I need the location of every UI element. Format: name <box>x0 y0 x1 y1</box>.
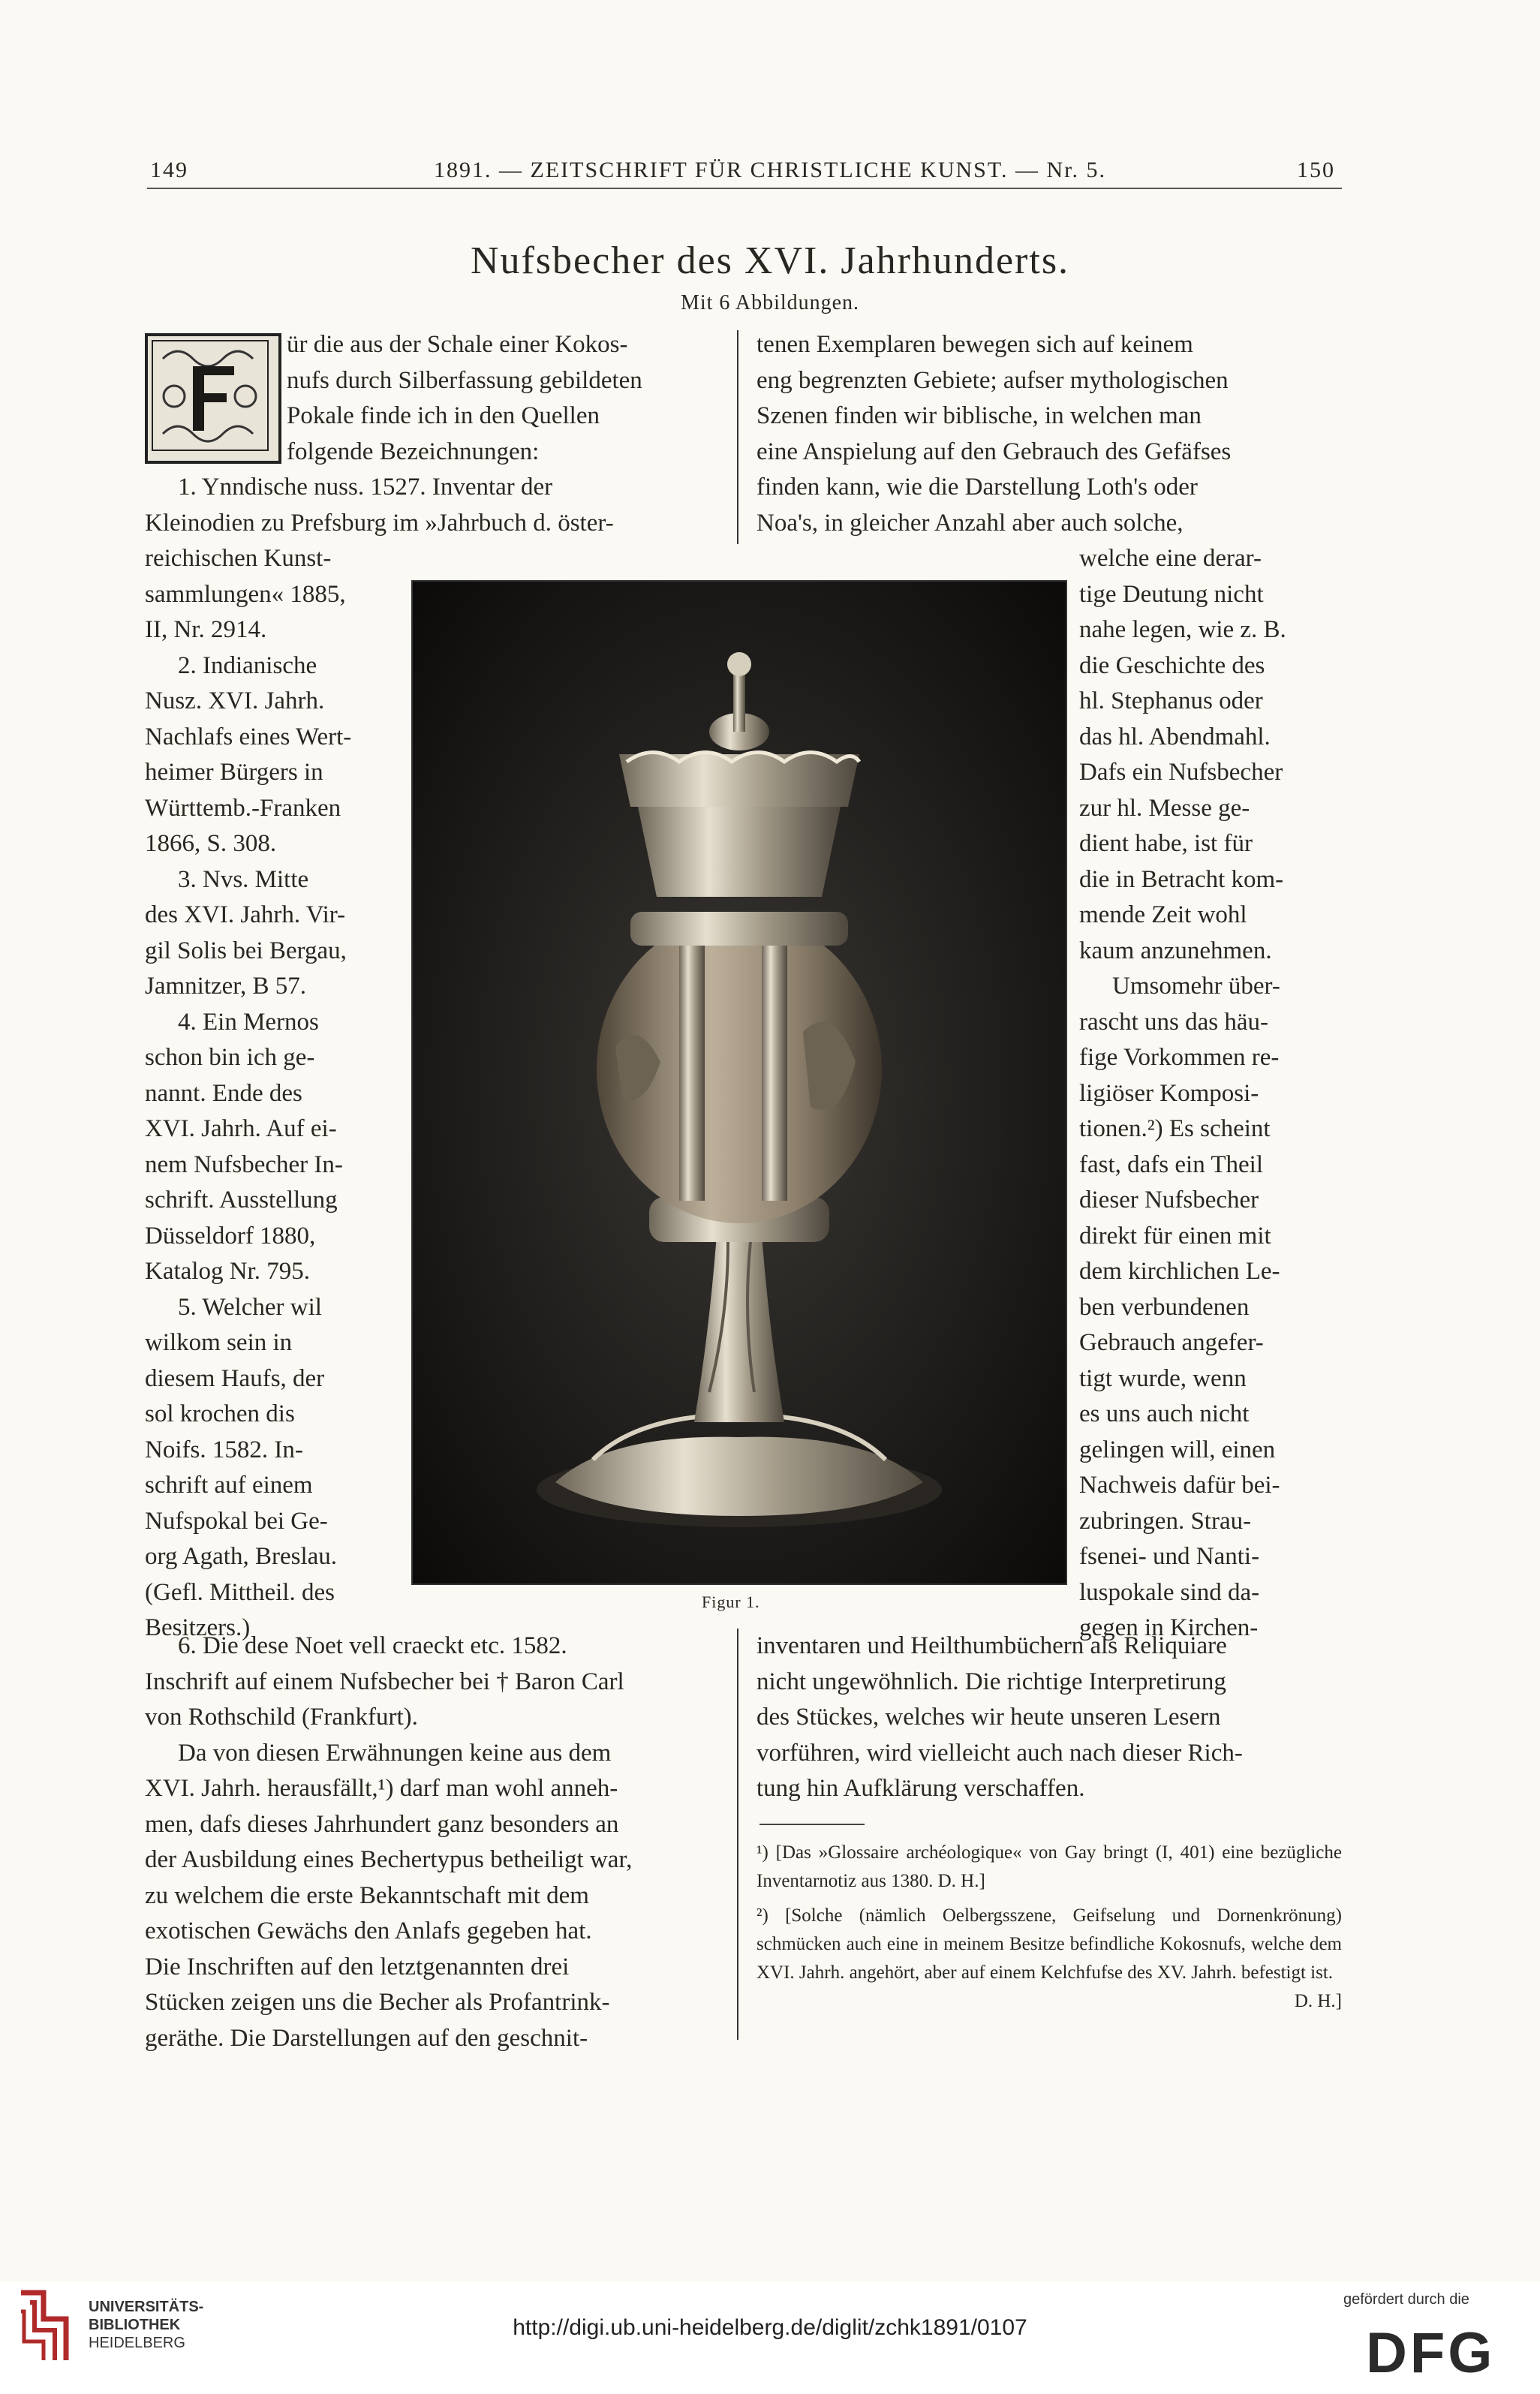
dfg-logo: DFG <box>1366 2321 1496 2385</box>
text-line: org Agath, Breslau. <box>145 1543 338 1570</box>
left-wide-block <box>145 470 723 541</box>
footnote-signature: D. H.] <box>1294 1991 1342 2011</box>
text-line: vorführen, wird vielleicht auch nach dieser Rich- <box>756 1739 1243 1767</box>
text-line: XVI. Jahrh. herausfällt,¹) darf man wohl anneh- <box>145 1775 618 1802</box>
header-rule <box>147 188 1342 189</box>
text-line: der Ausbildung eines Bechertypus betheiligt war, <box>145 1846 633 1873</box>
text-line: 3. Nvs. Mitte <box>178 865 309 893</box>
text-line: tionen.²) Es scheint <box>1079 1115 1271 1142</box>
left-bottom-block <box>145 1629 723 2056</box>
text-line: nufs durch Silberfassung gebildeten <box>287 366 642 394</box>
text-line: Stücken zeigen uns die Becher als Profantrink- <box>145 1989 610 2016</box>
text-line: eng begrenzten Gebiete; aufser mythologischen <box>756 366 1229 394</box>
text-line: zu welchem die erste Bekanntschaft mit dem <box>145 1881 589 1909</box>
text-line: Szenen finden wir biblische, in welchen man <box>756 402 1202 429</box>
column-rule-top <box>737 330 738 544</box>
text-line: Jamnitzer, B 57. <box>145 973 306 1000</box>
article-subtitle: Mit 6 Abbildungen. <box>680 291 860 314</box>
figure-1-photo <box>411 580 1067 1585</box>
text-line: des XVI. Jahrh. Vir- <box>145 901 346 928</box>
text-line: Da von diesen Erwähnungen keine aus dem <box>178 1739 612 1767</box>
text-line: eine Anspielung auf den Gebrauch des Gefäfses <box>756 438 1232 465</box>
column-rule-bottom <box>737 1629 738 2040</box>
figure-caption: Figur 1. <box>702 1592 760 1611</box>
text-line: XVI. Jahrh. Auf ei- <box>145 1115 337 1142</box>
text-line: dem kirchlichen Le- <box>1079 1258 1280 1285</box>
text-line: Düsseldorf 1880, <box>145 1222 316 1250</box>
text-line: Nachlafs eines Wert- <box>145 723 352 750</box>
text-line: welche eine derar- <box>1079 545 1262 572</box>
text-line: sammlungen« 1885, <box>145 580 346 608</box>
text-line: tung hin Aufklärung verschaffen. <box>756 1775 1085 1802</box>
text-line: dieser Nufsbecher <box>1079 1186 1259 1214</box>
source-url-link[interactable]: http://digi.ub.uni-heidelberg.de/diglit/zchk1891/0107 <box>513 2315 1027 2340</box>
text-line: 1866, S. 308. <box>145 830 277 857</box>
text-line: nicht ungewöhnlich. Die richtige Interpretirung <box>756 1668 1226 1695</box>
text-line: finden kann, wie die Darstellung Loth's oder <box>756 474 1198 501</box>
funding-note: gefördert durch die <box>1343 2291 1469 2308</box>
text-line: es uns auch nicht <box>1079 1400 1250 1427</box>
ornament-icon <box>148 336 278 461</box>
text-line: hl. Stephanus oder <box>1079 687 1263 714</box>
left-intro-block <box>287 327 723 470</box>
text-line: inventaren und Heilthumbüchern als Reliquiare <box>756 1632 1227 1659</box>
text-line: schrift auf einem <box>145 1472 313 1499</box>
footnote-1: ¹) [Das »Glossaire archéologique« von Gay bringt (I, 401) eine bezügliche Inventarnotiz aus 1380. D. H.] <box>756 1842 1342 1891</box>
right-narrow-block <box>1079 541 1342 1647</box>
text-line: Die Inschriften auf den letztgenannten drei <box>145 1953 570 1980</box>
text-line: fsenei- und Nanti- <box>1079 1543 1260 1570</box>
text-line: II, Nr. 2914. <box>145 616 267 643</box>
text-line: tenen Exemplaren bewegen sich auf keinem <box>756 331 1193 358</box>
text-line: heimer Bürgers in <box>145 759 323 786</box>
text-line: geräthe. Die Darstellungen auf den geschnit- <box>145 2024 588 2052</box>
text-line: die in Betracht kom- <box>1079 865 1284 893</box>
text-line: Nufspokal bei Ge- <box>145 1507 328 1535</box>
text-line: diesem Haufs, der <box>145 1364 325 1392</box>
text-line: 4. Ein Mernos <box>178 1008 319 1036</box>
text-line: 6. Die dese Noet vell craeckt etc. 1582. <box>178 1632 567 1659</box>
text-line: gelingen will, einen <box>1079 1436 1276 1463</box>
text-line: von Rothschild (Frankfurt). <box>145 1704 418 1731</box>
text-line: Noa's, in gleicher Anzahl aber auch solche, <box>756 509 1184 537</box>
text-line: gegen in Kirchen- <box>1079 1614 1259 1641</box>
text-line: Umsomehr über- <box>1112 973 1280 1000</box>
text-line: zubringen. Strau- <box>1079 1507 1252 1535</box>
text-line: Noifs. 1582. In- <box>145 1436 303 1463</box>
text-line: 1. Ynndische nuss. 1527. Inventar der <box>178 474 553 501</box>
page-number-left: 149 <box>150 158 188 182</box>
footnote-2: ²) [Solche (nämlich Oelbergsszene, Geifselung und Dornenkrönung) schmücken auch eine in meinem Besitze befindliche Kokosnufs, welche dem XVI. Jahrh. angehört, aber auf einem Kelchfufse des XV. Jahrh. befestigt ist. <box>756 1905 1342 1983</box>
text-line: die Geschichte des <box>1079 651 1265 679</box>
text-line: fast, dafs ein Theil <box>1079 1150 1263 1178</box>
text-line: Pokale finde ich in den Quellen <box>287 402 600 429</box>
text-line: schon bin ich ge- <box>145 1044 315 1071</box>
text-line: folgende Bezeichnungen: <box>287 438 540 465</box>
coconut-cup-illustration <box>413 582 1066 1583</box>
text-line: des Stückes, welches wir heute unseren Lesern <box>756 1704 1221 1731</box>
text-line: das hl. Abendmahl. <box>1079 723 1271 750</box>
right-bottom-block <box>756 1629 1342 1807</box>
library-line: UNIVERSITÄTS- <box>89 2299 204 2315</box>
text-line: 5. Welcher wil <box>178 1293 322 1321</box>
text-line: Katalog Nr. 795. <box>145 1258 310 1285</box>
text-line: 2. Indianische <box>178 651 317 679</box>
text-line: Nachweis dafür bei- <box>1079 1472 1280 1499</box>
text-line: mende Zeit wohl <box>1079 901 1247 928</box>
text-line: Kleinodien zu Prefsburg im »Jahrbuch d. öster- <box>145 509 614 537</box>
text-line: nahe legen, wie z. B. <box>1079 616 1286 643</box>
text-line: nem Nufsbecher In- <box>145 1150 343 1178</box>
text-line: dient habe, ist für <box>1079 830 1253 857</box>
right-top-block <box>756 327 1342 541</box>
text-line: direkt für einen mit <box>1079 1222 1271 1250</box>
text-line: sol krochen dis <box>145 1400 295 1427</box>
text-line: rascht uns das häu- <box>1079 1008 1269 1036</box>
footnotes <box>756 1839 1342 2016</box>
text-line: schrift. Ausstellung <box>145 1186 338 1214</box>
text-line: ür die aus der Schale einer Kokos- <box>287 331 628 358</box>
text-line: exotischen Gewächs den Anlafs gegeben hat. <box>145 1917 592 1944</box>
page-number-right: 150 <box>1297 158 1335 182</box>
text-line: nannt. Ende des <box>145 1079 302 1107</box>
text-line: Dafs ein Nufsbecher <box>1079 759 1283 786</box>
text-line: Württemb.-Franken <box>145 794 341 822</box>
article-title: Nufsbecher des XVI. Jahrhunderts. <box>470 239 1070 282</box>
library-line: HEIDELBERG <box>89 2335 185 2351</box>
text-line: Gebrauch angefer- <box>1079 1329 1264 1356</box>
text-line: wilkom sein in <box>145 1329 293 1356</box>
text-line: gil Solis bei Bergau, <box>145 937 347 964</box>
text-line: kaum anzunehmen. <box>1079 937 1272 964</box>
left-narrow-block <box>145 541 379 1647</box>
text-line: luspokale sind da- <box>1079 1578 1260 1606</box>
text-line: ben verbundenen <box>1079 1293 1250 1321</box>
text-line: Inschrift auf einem Nufsbecher bei † Baron Carl <box>145 1668 624 1695</box>
text-line: (Gefl. Mittheil. des <box>145 1578 335 1606</box>
library-line: BIBLIOTHEK <box>89 2317 181 2333</box>
running-title: 1891. — ZEITSCHRIFT FÜR CHRISTLICHE KUNST. — Nr. 5. <box>434 158 1106 182</box>
text-line: reichischen Kunst- <box>145 545 332 572</box>
footnote-rule <box>759 1824 865 1825</box>
text-line: Nusz. XVI. Jahrh. <box>145 687 325 714</box>
text-line: tige Deutung nicht <box>1079 580 1264 608</box>
text-line: ligiöser Komposi- <box>1079 1079 1259 1107</box>
text-line: Besitzers.) <box>145 1614 251 1641</box>
text-line: zur hl. Messe ge- <box>1079 794 1250 822</box>
text-line: fige Vorkommen re- <box>1079 1044 1280 1071</box>
text-line: men, dafs dieses Jahrhundert ganz besonders an <box>145 1810 619 1838</box>
text-line: tigt wurde, wenn <box>1079 1364 1247 1392</box>
drop-cap-initial-f <box>145 333 281 464</box>
